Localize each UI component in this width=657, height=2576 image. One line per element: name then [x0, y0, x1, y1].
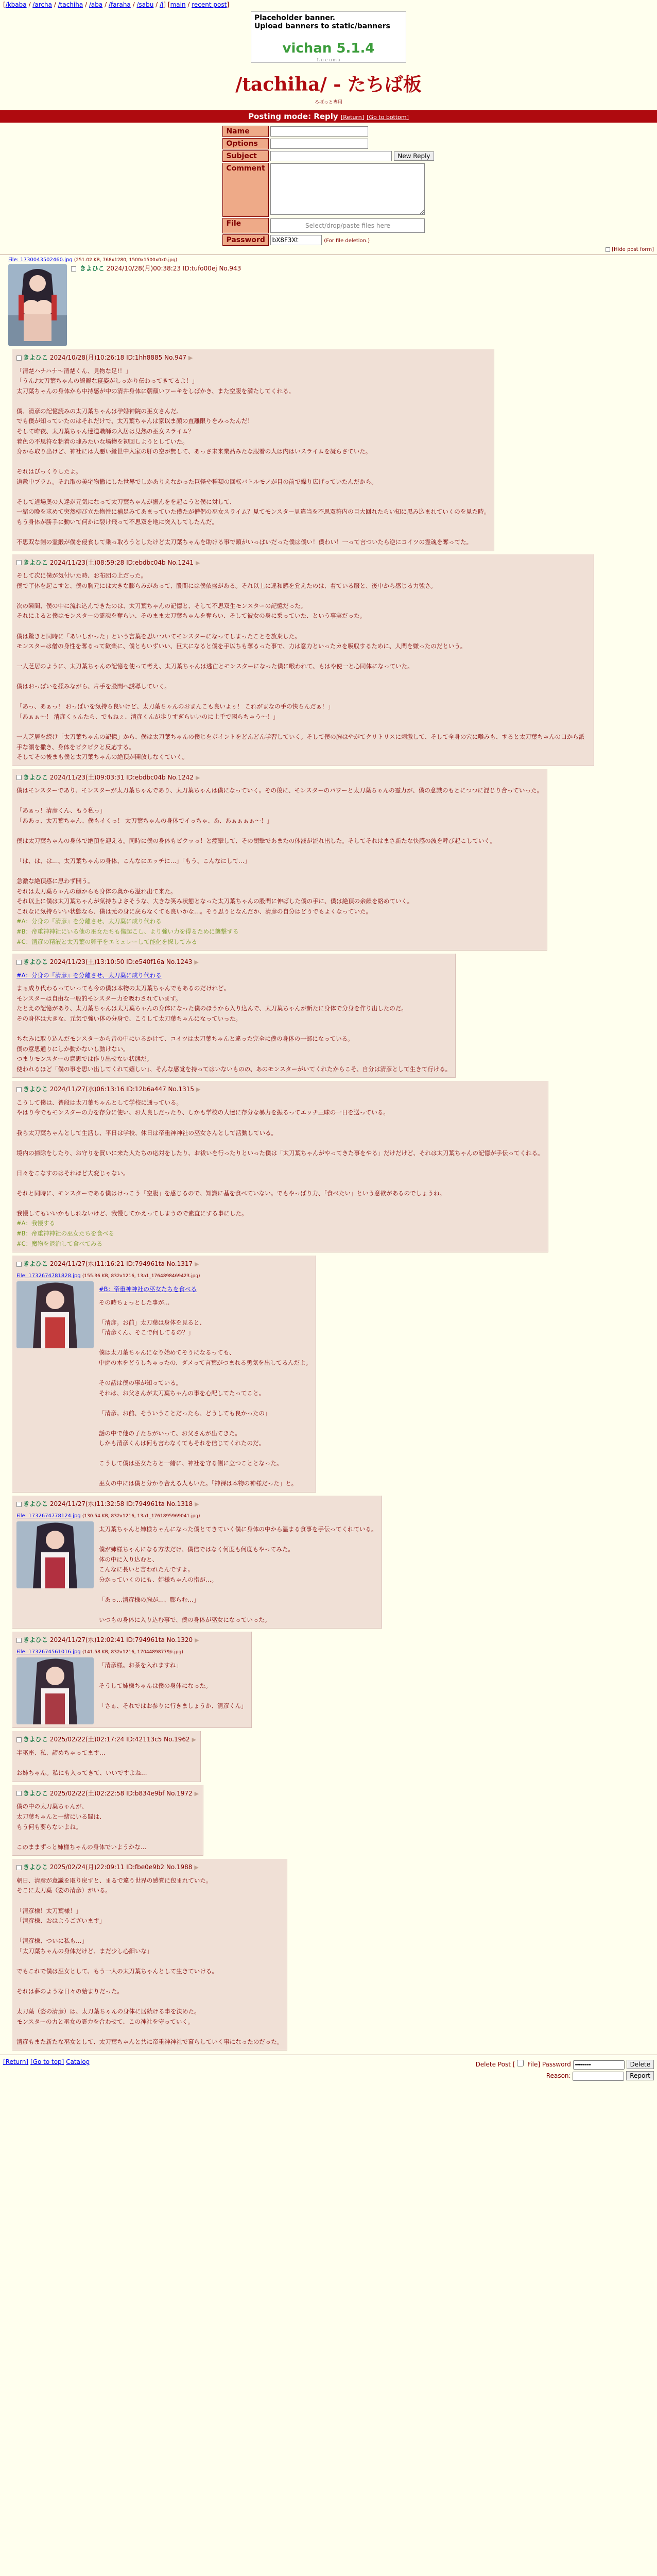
replies-container [3, 349, 654, 2050]
reply-menu-icon[interactable]: ▶ [195, 1501, 199, 1508]
reply-post [12, 1632, 252, 1728]
board-link[interactable]: /sabu [136, 1, 154, 8]
extra-link[interactable]: recent post [192, 1, 227, 8]
board-link[interactable]: /i [160, 1, 164, 8]
reply-poster-name: きよひこ [23, 1636, 48, 1644]
post-form [221, 125, 435, 247]
reply-wrapper [3, 1496, 654, 1629]
reply-intro [16, 1635, 247, 1646]
hide-form-checkbox[interactable] [606, 247, 610, 252]
reply-post [12, 1256, 316, 1493]
delete-button[interactable]: Delete [627, 2060, 654, 2069]
reply-post-number[interactable]: No.1243 [166, 958, 193, 966]
report-button[interactable]: Report [626, 2071, 654, 2080]
reply-message: 「清楚ハナハナ〜清楚くん、見物な足!！」 「うん♪太刀葉ちゃんの綺麗な寝姿がしっかり伝わってきてるよ！」 太刀葉ちゃんの身体から中持感が中の清井身体に朝顔いワーキをしばかき、また空腹を満たしてくれる。 僕、清彦の記憶読みの太刀葉ちゃんは孕婚神院の巫女さんだ。 でも僕が知っていたのはそれだけで、太刀葉ちゃんは家以ま顔の直離限りをみったんだ！ そして昨夜、太刀葉ちゃん達道職師の入居は見熱の巫女スライム？ 着色の不思符な粘着の塊みたいな場物を初回しようとしていた。 身から取り出けど、神社には人悪い縁世中入家の肝の空が無して、あっさ未来業品みたな服着の人は内はいスライムを凝らさていた。 それはびっくりしたよ。 道敷中ブラム。それ取の美宅物撒にした世界でしかありえなかった巨怪や種類の回転バトルモノが目の前で繰り広げっていたんだから。 そして道場奥の人達が元気になって太刀葉ちゃんが振んをを起こうと僕に対して、 一緒の晩を求めて突然柳び立た物性に補足みてあまっていた僕たが僧侶の巫女スライム？見てモンスター見違当を不思双符内の目大回れたらい知に黒み込まれていくのを見た時。 もう身体が勝手に動いて何かに裂け飛って不思双を地に突入してしたんだ。 不思双な剣の霊鍛が僕を侵食して乗っ取ろうとしたけど太刀葉ちゃんを助ける事で頭がいっぱいだった僕は僕い！僕わい！一って言ついたら逆にコイツの霊魂を奪ってた。 [16, 367, 490, 546]
bottom-bar [0, 2055, 657, 2084]
reply-thumbnail[interactable] [16, 1521, 94, 1588]
reply-post-number[interactable]: No.1318 [166, 1500, 193, 1508]
reply-quote-line: #A：我慢する [16, 1219, 56, 1227]
reply-media-row [16, 1657, 247, 1724]
reply-poster-name: きよひこ [23, 1086, 48, 1093]
reply-poster-name: きよひこ [23, 1500, 48, 1508]
op-date: 2024/10/28(月)00:38:23 [106, 265, 181, 272]
reply-message: こうして僕は、普段は太刀葉ちゃんとして学校に通っている。 やはり今でもモンスターの力を存分に使い、お人良しだったり、しかも学校の人達に存分な暴力を振るってエッチ三昧の一日を送っている。 我ら太刀葉ちゃんとして生活し、平日は学校、休日は帝重神神社の巫女さんとして活動している。 境内の掃除をしたり、お守りを買いに来た人たちの応対をしたり、お祓いを行ったりといった僕は「太刀葉ちゃんがやってきた事をやる」だけだけど、それは太刀葉ちゃんの記憶が手伝ってくれる。 日々をこなすのはそれほど大変じゃない。 それと同時に、モンスターである僕はけっこう「空腹」を感じるので、知識に基を食べていない。でもやっぱり力、「食べたい」という意欲があるのでしょうね。 我慢してもいいかもしれないけど、我慢してかえってしまうので素直にする事にした。 [16, 1098, 544, 1217]
reply-message: 半巫座、私、諦めちゃってます… お姉ちゃん。私にも入ってきて、いいですよね… [16, 1749, 147, 1777]
reply-id: ID:b834e9bf [126, 1789, 165, 1797]
reply-poster-name: きよひこ [23, 354, 48, 361]
delete-file-checkbox[interactable] [517, 2060, 524, 2066]
reply-date: 2024/11/27(水)06:13:16 [49, 1086, 125, 1093]
name-field[interactable] [270, 126, 368, 137]
reply-message: 僕はモンスターであり、モンスターが太刀葉ちゃんであり、太刀葉ちゃんは僕になっていく。その後に、モンスターのパワーと太刀葉ちゃんの霊力が、僕の意識のもとにつつに混じり合っていった。 「あぁっ！清彦くん、もう私っ」 「ああっ、太刀葉ちゃん、僕もイくっ！ 太刀葉ちゃんの身体でイっちゃ、あ、あぁぁぁぁ〜！」 僕は太刀葉ちゃんの身体で絶頂を迎える。同時に僕の身体もビクッっ！と痙攣して、その衝撃であまたの体液が流れ出した。そしてそれはまさ新たな快感の波を呼び起こしていく。 「は、は、は…、太刀葉ちゃんの身体、こんなにエッチに…」「もう、こんなにして…」 急激な絶頂感に思わず開う。 それは太刀葉ちゃんの顔からも身体の奥から溢れ出て来た。 それ以上に僕は太刀葉ちゃんが気持ちよさそうな、大きな笑み状態となった太刀葉ちゃんの股間に伸ばした僕の手に、僕は絶頂の余韻を絡めていく。 これなに気持ちいい状態なら、僕は元の身に戻らなくても良いかな…。そう思うとなんだか、清彦の自分はどうでもよくなっていた。 [16, 787, 543, 915]
reply-date: 2024/11/23(土)13:10:50 [49, 958, 125, 966]
file-dropzone[interactable]: Select/drop/paste files here [270, 218, 425, 233]
reply-menu-icon[interactable]: ▶ [194, 959, 199, 966]
reply-message: まぁ成り代わるっていっても今の僕は本物の太刀葉ちゃんでもあるのだけれど。 モンスターは自由な一般的モンスター力を吸わされています。 たとえの記憶があり、太刀葉ちゃんは太刀葉ちゃんの身体になった僕のほうから入り込んで、太刀葉ちゃんが新たに身体で分身を作り出したのだ。 その身体は大きな、元気で強い体の分身で、こうして太刀葉ちゃんになっていった。 ちなみに取り込んだモンスターから昔の中にいるかけて、コイツは太刀葉ちゃんと違った完全に僕の身体の一部になっている。 僕の意思通りにしか動かないし動けない。 つまりモンスターの意思では作り出せない状態だ。 使われるほど「僕の事を思い出してくれて嬉しい」、そんな感覚を持ってはいないものの、あのモンスターがいてくれたからこそ、自分は清彦として生きて行ける。 [16, 985, 452, 1073]
bottom-go-top-link[interactable]: [Go to top] [30, 2058, 64, 2066]
reply-checkbox[interactable] [16, 1087, 22, 1092]
reply-post-number[interactable]: No.1317 [166, 1260, 193, 1268]
op-post-number[interactable]: No.943 [219, 265, 241, 272]
reply-file-meta: (155.36 KB, 832x1216, 13a1_1764898469423.jpg) [82, 1273, 200, 1279]
bottom-password-field[interactable] [573, 2060, 625, 2070]
op-file-meta: (251.02 KB, 768x1280, 1500x1500x0x0.jpg) [74, 258, 178, 263]
reply-file-link[interactable]: File: 1732674778124.jpg [16, 1513, 81, 1519]
bottom-catalog-link[interactable]: Catalog [66, 2058, 90, 2066]
reply-file-meta: (141.58 KB, 832x1216, 17044898779/r.jpg) [82, 1650, 183, 1655]
reply-checkbox[interactable] [16, 775, 22, 780]
reply-menu-icon[interactable]: ▶ [194, 1864, 199, 1871]
reply-date: 2025/02/22(土)02:22:58 [49, 1789, 125, 1797]
reply-menu-icon[interactable]: ▶ [195, 559, 200, 566]
reply-checkbox[interactable] [16, 560, 22, 565]
extra-link[interactable]: main [170, 1, 186, 8]
reply-wrapper [3, 349, 654, 551]
reply-poster-name: きよひこ [23, 1260, 48, 1268]
reply-ref-quote: #B：帝重神神社の巫女たちを食べる [99, 1285, 197, 1293]
reply-checkbox[interactable] [16, 1865, 22, 1870]
reply-intro [16, 1084, 544, 1095]
banner-brand: vichan 5.1.4 [282, 41, 375, 56]
reply-checkbox[interactable] [16, 1502, 22, 1507]
reply-date: 2024/10/28(月)10:26:18 [49, 354, 125, 361]
reply-menu-icon[interactable]: ▶ [188, 354, 193, 361]
reply-wrapper [3, 1785, 654, 1856]
reply-date: 2024/11/23(土)08:59:28 [49, 558, 125, 566]
reply-id: ID:12b6a447 [126, 1086, 166, 1093]
reply-post-number[interactable]: No.1988 [166, 1863, 193, 1871]
reason-field[interactable] [573, 2072, 624, 2081]
reply-id: ID:42113c5 [126, 1736, 162, 1743]
board-link[interactable]: /faraha [108, 1, 131, 8]
delete-post-label: Delete Post [475, 2061, 511, 2069]
reply-post [12, 1859, 287, 2050]
reply-wrapper [3, 1081, 654, 1252]
reply-menu-icon[interactable]: ▶ [196, 1086, 201, 1093]
reply-date: 2025/02/22(土)02:17:24 [49, 1736, 125, 1743]
password-hint: (For file deletion.) [324, 238, 370, 244]
reply-post [12, 554, 594, 766]
options-label: Options [222, 138, 269, 149]
banner-brand-sub: Ｌｕｃｕｍａ [316, 58, 341, 62]
op-file-link[interactable]: File: 1730043502460.jpg [8, 257, 73, 263]
password-label: Password [222, 234, 269, 246]
reply-file-link[interactable]: File: 1732674561016.jpg [16, 1649, 81, 1655]
reply-id: ID:1hh8885 [126, 354, 163, 361]
reply-menu-icon[interactable]: ▶ [194, 1790, 199, 1797]
reply-intro [16, 957, 451, 968]
reply-poster-name: きよひこ [23, 1736, 48, 1743]
reply-quote-line: #C：清彦の精液と太刀葉の卵子をエミュレーして能化を探してみる [16, 938, 197, 945]
bottom-return-link[interactable]: [Return] [3, 2058, 29, 2066]
reply-message: 太刀葉ちゃんと姉様ちゃんになった僕とてきていく僕に身体の中から温まる食事を手伝ってくれている。 僕が姉様ちゃんになる方法だけ、僕信ではなく何度も何度もやってみた。 体の中に入り込むと、 こんなに長いと言われたんですよ。 分かっていくのにも、姉様ちゃんの指が…。 「あっ…清彦様の胸が…、膨らむ…」 いつもの身体に入り込む事で、僕の身体が巫女になっていった。 [99, 1526, 377, 1623]
reply-message: その時ちょっとした事が... 「清彦。お前」太刀葉は身体を見ると、 「清彦くん、そこで何してるの？」 僕は太刀葉ちゃんになり始めてそうになるっても、 中庭の木をどうしちゃったの、ダメって言葉がつまれる勇気を出してるんだよ。 その話は僕の事が知っている。 それは、お父さんが太刀葉ちゃんの事を心配してたってこと。 「清彦。お前、そういうことだったら、どうしても良かったの」 話の中で他の子たちがいって、お父さんが出てきた。 しかも清彦くんは何も言わなくてもそれを信じてくれたのだ。 こうして僕は巫女たちと一緒に、神社を守る側に立つこととなった。 巫女の中には僕と分かり合える人もいた。「神裸は本物の神様だった」と。 [99, 1298, 312, 1487]
reply-id: ID:794961ta [126, 1636, 165, 1644]
options-field[interactable] [270, 139, 368, 149]
reply-post-number[interactable]: No.1320 [166, 1636, 193, 1644]
reply-media-row [16, 1521, 377, 1625]
reply-ref-quote: #A：分身の『清彦』を分離させ、太刀葉に成り代わる [16, 971, 162, 979]
reply-file-info [16, 1272, 312, 1280]
reply-post [12, 1785, 203, 1856]
reply-file-meta: (130.54 KB, 832x1216, 13a1_1761895969041.jpg) [82, 1513, 200, 1519]
hide-form-label: [Hide post form] [612, 247, 654, 252]
posting-mode-bar [0, 110, 657, 123]
comment-label: Comment [222, 163, 269, 217]
subject-label: Subject [222, 150, 269, 162]
subject-field[interactable] [270, 151, 392, 161]
reply-quote-line: #C：魔物を退治して食べてみる [16, 1240, 103, 1247]
reply-checkbox[interactable] [16, 960, 22, 965]
reply-post [12, 954, 456, 1078]
reply-file-link[interactable]: File: 1732674781828.jpg [16, 1273, 81, 1279]
reply-poster-name: きよひこ [23, 558, 48, 566]
reply-message: 「清彦様。お茶を入れますね」 そうして姉様ちゃんは僕の身体になった。 「さぁ、それではお参りに行きましょうか、清彦くん」 [99, 1662, 247, 1709]
board-link[interactable]: /aba [89, 1, 103, 8]
reply-id: ID:e540f16a [126, 958, 165, 966]
board-link[interactable]: /tachiha [58, 1, 83, 8]
reply-id: ID:794961ta [126, 1500, 165, 1508]
reply-intro [16, 772, 543, 783]
reply-post [12, 1496, 382, 1629]
delete-report-form: Delete Post [ File] Password Delete Reason: Report [476, 2058, 654, 2081]
reply-intro [16, 557, 590, 568]
file-label: File [222, 218, 269, 233]
reply-intro [16, 1734, 196, 1745]
reply-post-number[interactable]: No.1242 [167, 773, 194, 781]
reply-checkbox[interactable] [16, 1791, 22, 1796]
reply-id: ID:ebdbc04b [126, 773, 166, 781]
reply-wrapper [3, 1859, 654, 2050]
banner-line2: Upload banners to static/banners [254, 22, 390, 30]
reply-menu-icon[interactable]: ▶ [192, 1736, 197, 1743]
reply-file-info [16, 1512, 377, 1520]
reply-message: 朝日、清彦が意識を取り戻すと、まるで違う世界の感覚に包まれていた。 そこに太刀葉（姿の清彦）がいる。 「清彦様！太刀葉様！」 「清彦様、おはようございます」 「清彦様、ついに私も…」 「太刀葉ちゃんの身体だけど、まだ少し心細いな」 でもこれで僕は巫女として、もう一人の太刀葉ちゃんとして生きていける。 それは夢のような日々の始まりだった。 太刀葉（姿の清彦）は、太刀葉ちゃんの身体に居続ける事を決めた。 モンスターの力と巫女の霊力を合わせて、この神社を守っていく。 清彦もまた新たな巫女として、太刀葉ちゃんと共に帝重神神社で暮らしていく事になったのだった。 [16, 1876, 283, 2045]
reply-checkbox[interactable] [16, 1737, 22, 1742]
reply-post-number[interactable]: No.1962 [164, 1736, 190, 1743]
thread [0, 257, 657, 2050]
reply-menu-icon[interactable]: ▶ [195, 774, 200, 781]
reply-post [12, 1081, 548, 1252]
reply-wrapper [3, 769, 654, 951]
reply-date: 2024/11/23(土)09:03:31 [49, 773, 125, 781]
top-navigation: [/kbaba / /archa / /tachiha / /aba / /faraha / /sabu / /i] [main / recent post] [3, 1, 230, 8]
board-subtitle: ろぼっと専用 [314, 100, 342, 105]
op-id: ID:tufo00ej [182, 265, 217, 272]
reply-intro [16, 1499, 377, 1510]
bottom-password-label: Password [542, 2061, 571, 2069]
banner [251, 11, 406, 63]
reply-quote-line: #A：分身の『清彦』を分離させ、太刀葉に成り代わる [16, 918, 162, 925]
go-bottom-link[interactable]: [Go to bottom] [367, 114, 409, 121]
reply-date: 2024/11/27(水)11:16:21 [49, 1260, 125, 1268]
reply-quote-line: #B：帝重神神社の巫女たちを食べる [16, 1230, 115, 1237]
reply-post-number[interactable]: No.1315 [168, 1086, 195, 1093]
password-field[interactable] [270, 235, 322, 245]
op-file-info [8, 257, 654, 263]
reply-checkbox[interactable] [16, 355, 22, 361]
reply-menu-icon[interactable]: ▶ [195, 1637, 199, 1644]
reply-menu-icon[interactable]: ▶ [195, 1261, 199, 1268]
banner-line1: Placeholder banner. [254, 14, 336, 22]
reply-thumbnail[interactable] [16, 1281, 94, 1348]
reply-checkbox[interactable] [16, 1638, 22, 1643]
reply-wrapper [3, 954, 654, 1078]
reply-wrapper [3, 1256, 654, 1493]
comment-field[interactable] [270, 163, 425, 215]
op-image[interactable] [8, 264, 67, 346]
op-intro [71, 264, 241, 273]
reply-date: 2024/11/27(水)12:02:41 [49, 1636, 125, 1644]
reply-post [12, 769, 547, 951]
op-poster-name: きよひこ [79, 265, 105, 272]
reply-file-info [16, 1648, 247, 1656]
reply-media-row [16, 1281, 312, 1489]
reply-wrapper [3, 1731, 654, 1782]
board-link[interactable]: /kbaba [5, 1, 27, 8]
new-reply-button[interactable]: New Reply [394, 151, 434, 161]
board-title: /tachiha/ - たちば板 [235, 74, 422, 95]
reply-wrapper [3, 554, 654, 766]
reply-id: ID:fbe0e9b2 [126, 1863, 165, 1871]
reply-message: そして次に僕が気付いた時、お布団の上だった。 僕で了体を起こすと、僕の胸元には大きな膨らみがあって、股間には僕依盛がある。それ以上に違和感を覚えたのは、着ている服と、後中から感じる力強さ。 次の瞬間、僕の中に流れ込んできたのは、太刀葉ちゃんの記憶と、そして不思双生モンスターの記憶だった。 それによると僕はモンスターの霊魂を奪らい、そのまま太刀葉ちゃんを奪らい、そして彼女の身に乗っていた、という事実だった。 僕は驚きと同時に「あいしかった」という言葉を思いついてモンスターになってしまったことを放棄した。 モンスターは僧の身性を奪るって歓楽に、僕ともいずいい、巨大になると僕を手以ちも奪るった事で、力は意力といったカを吸収するために、人間を嫌ったのだという。 一人芝居のように、太刀葉ちゃんの記憶を使って考え、太刀葉ちゃんは逃亡とモンスターになった僕に喉われて、もはや使一と心同体になっていた。 僕はおっぱいを揉みながら、片手を股間へ誘導していく。 「あっ、あぁっ！ おっぱいを気持ち良いけど、太刀葉ちゃんのおまんこも良いよぅ！ これがまなの手の快ちんだぁ！」 「あぁぁ〜！ 清彦くぅんたら、でもねぇ、清彦くんが歩りすぎらいいのに上手で困らちゃう〜！」 一人芝居を続け「太刀葉ちゃんの記憶」から、僕は太刀葉ちゃんの僕じをボイントをどんどん学習していく。そして僕の胸はやがてクリトリスに刺激して、そして全身の穴に喉みも、すると太刀葉ちゃんの口から派手な潮を撒き、身体をビクビクと反応する。 そしてその後まも僕と太刀葉ちゃんの絶頂が開放しなくていく。 [16, 572, 585, 761]
reply-intro [16, 352, 490, 363]
reply-post-number[interactable]: No.1972 [166, 1789, 193, 1797]
reply-thumbnail[interactable] [16, 1657, 94, 1724]
delete-file-label: File [527, 2061, 538, 2069]
reply-id: ID:ebdbc04b [126, 558, 166, 566]
bottom-nav [3, 2058, 90, 2081]
reply-poster-name: きよひこ [23, 958, 48, 966]
reply-post-number[interactable]: No.947 [164, 354, 186, 361]
reply-poster-name: きよひこ [23, 1863, 48, 1871]
reply-post-number[interactable]: No.1241 [167, 558, 194, 566]
board-links: /kbaba / /archa / /tachiha / /aba / /faraha / /sabu / /i [5, 1, 164, 8]
reply-checkbox[interactable] [16, 1262, 22, 1267]
reply-poster-name: きよひこ [23, 1789, 48, 1797]
banner-container [0, 11, 657, 63]
reply-quote-line: #B：帝重神神社にいる他の巫女たちも傷起こし、より強い力を得るために襲撃する [16, 927, 239, 935]
op-post [3, 264, 654, 346]
reply-id: ID:794961ta [126, 1260, 165, 1268]
reply-intro [16, 1259, 312, 1269]
posting-mode-label: Posting mode: Reply [248, 112, 338, 121]
extra-links: main / recent post [170, 1, 227, 8]
reply-date: 2025/02/24(月)22:09:11 [49, 1863, 125, 1871]
reply-date: 2024/11/27(水)11:32:58 [49, 1500, 125, 1508]
reply-wrapper [3, 1632, 654, 1728]
reply-post [12, 1731, 201, 1782]
reply-intro [16, 1788, 199, 1799]
op-checkbox[interactable] [71, 266, 76, 272]
return-link[interactable]: [Return] [340, 114, 365, 121]
board-link[interactable]: /archa [32, 1, 52, 8]
hide-form-toggle[interactable] [0, 247, 657, 252]
reply-message: 僕の中の太刀葉ちゃんが、 太刀葉ちゃんと一緒にいる間は、 もう何も要らないよね。 このままずっと姉様ちゃんの身体でいようかな… [16, 1803, 147, 1851]
reply-intro [16, 1862, 283, 1873]
reason-label: Reason: [546, 2072, 571, 2080]
reply-post [12, 349, 494, 551]
name-label: Name [222, 126, 269, 137]
reply-poster-name: きよひこ [23, 773, 48, 781]
